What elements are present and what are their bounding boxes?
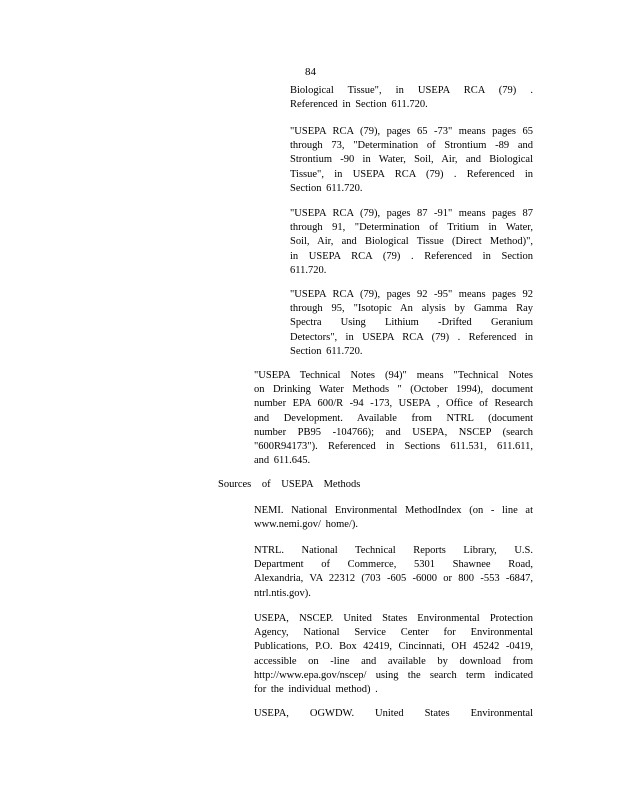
text-line: NEMI. National Environmental MethodIndex (on - line at (254, 505, 533, 516)
text-line: number PB95 -104766); and USEPA, NSCEP (search (254, 426, 533, 438)
section-heading-sources: Sources of USEPA Methods (218, 479, 361, 490)
text-line: accessible on -line and available by download from (254, 655, 533, 667)
text-line: on Drinking Water Methods " (October 1994), document (254, 384, 533, 396)
paragraph-ntrl (254, 544, 533, 601)
text-line: for the individual method) . (254, 684, 378, 696)
text-line: and 611.645. (254, 455, 311, 467)
text-line: Section 611.720. (290, 182, 363, 194)
text-line: "USEPA RCA (79), pages 87 -91" means pages 87 (290, 208, 533, 219)
text-line: NTRL. National Technical Reports Library, U.S. (254, 545, 533, 556)
text-line: number EPA 600/R -94 -173, USEPA , Office of Research (254, 398, 533, 410)
text-line: "USEPA Technical Notes (94)" means "Technical Notes (254, 370, 533, 381)
text-line: Section 611.720. (290, 345, 363, 357)
text-line: Referenced in Section 611.720. (290, 99, 428, 111)
text-line: "USEPA RCA (79), pages 65 -73" means pages 65 (290, 126, 533, 137)
paragraph-nemi (254, 504, 533, 532)
paragraph-ogwdw (254, 707, 533, 721)
text-line: "600R94173"). Referenced in Sections 611.531, 611.611, (254, 441, 533, 453)
text-line: USEPA, OGWDW. United States Environmental (254, 708, 533, 719)
paragraph-rca-continuation (290, 84, 533, 112)
text-line: http://www.epa.gov/nscep/ using the search term indicated (254, 669, 533, 681)
text-line: Tissue", in USEPA RCA (79) . Referenced in (290, 168, 533, 180)
text-line: in USEPA RCA (79) . Referenced in Section (290, 250, 533, 262)
text-line: Strontium -90 in Water, Soil, Air, and Biological (290, 154, 533, 166)
text-line: Agency, National Service Center for Environmental (254, 627, 533, 639)
paragraph-technical-notes-94 (254, 369, 533, 468)
text-line: Spectra Using Lithium -Drifted Geranium (290, 317, 533, 329)
text-line: Publications, P.O. Box 42419, Cincinnati, OH 45242 -0419, (254, 641, 533, 653)
paragraph-rca-pages-65-73 (290, 125, 533, 196)
text-line: through 95, "Isotopic An alysis by Gamma Ray (290, 303, 533, 315)
text-line: Biological Tissue", in USEPA RCA (79) . (290, 85, 533, 96)
paragraph-rca-pages-92-95 (290, 288, 533, 359)
page-number: 84 (305, 66, 316, 78)
text-line: Department of Commerce, 5301 Shawnee Road, (254, 559, 533, 571)
text-line: through 91, "Determination of Tritium in Water, (290, 222, 533, 234)
paragraph-nscep (254, 612, 533, 697)
text-line: and Development. Available from NTRL (document (254, 412, 533, 424)
text-line: Detectors", in USEPA RCA (79) . Referenced in (290, 331, 533, 343)
text-line: through 73, "Determination of Strontium -89 and (290, 140, 533, 152)
text-line: www.nemi.gov/ home/). (254, 519, 358, 531)
text-line: ntrl.ntis.gov). (254, 587, 311, 599)
text-line: Alexandria, VA 22312 (703 -605 -6000 or 800 -553 -6847, (254, 573, 533, 585)
paragraph-rca-pages-87-91 (290, 207, 533, 278)
text-line: "USEPA RCA (79), pages 92 -95" means pages 92 (290, 289, 533, 300)
text-line: Soil, Air, and Biological Tissue (Direct Method)", (290, 236, 533, 248)
text-line: USEPA, NSCEP. United States Environmental Protection (254, 613, 533, 624)
text-line: 611.720. (290, 264, 327, 276)
